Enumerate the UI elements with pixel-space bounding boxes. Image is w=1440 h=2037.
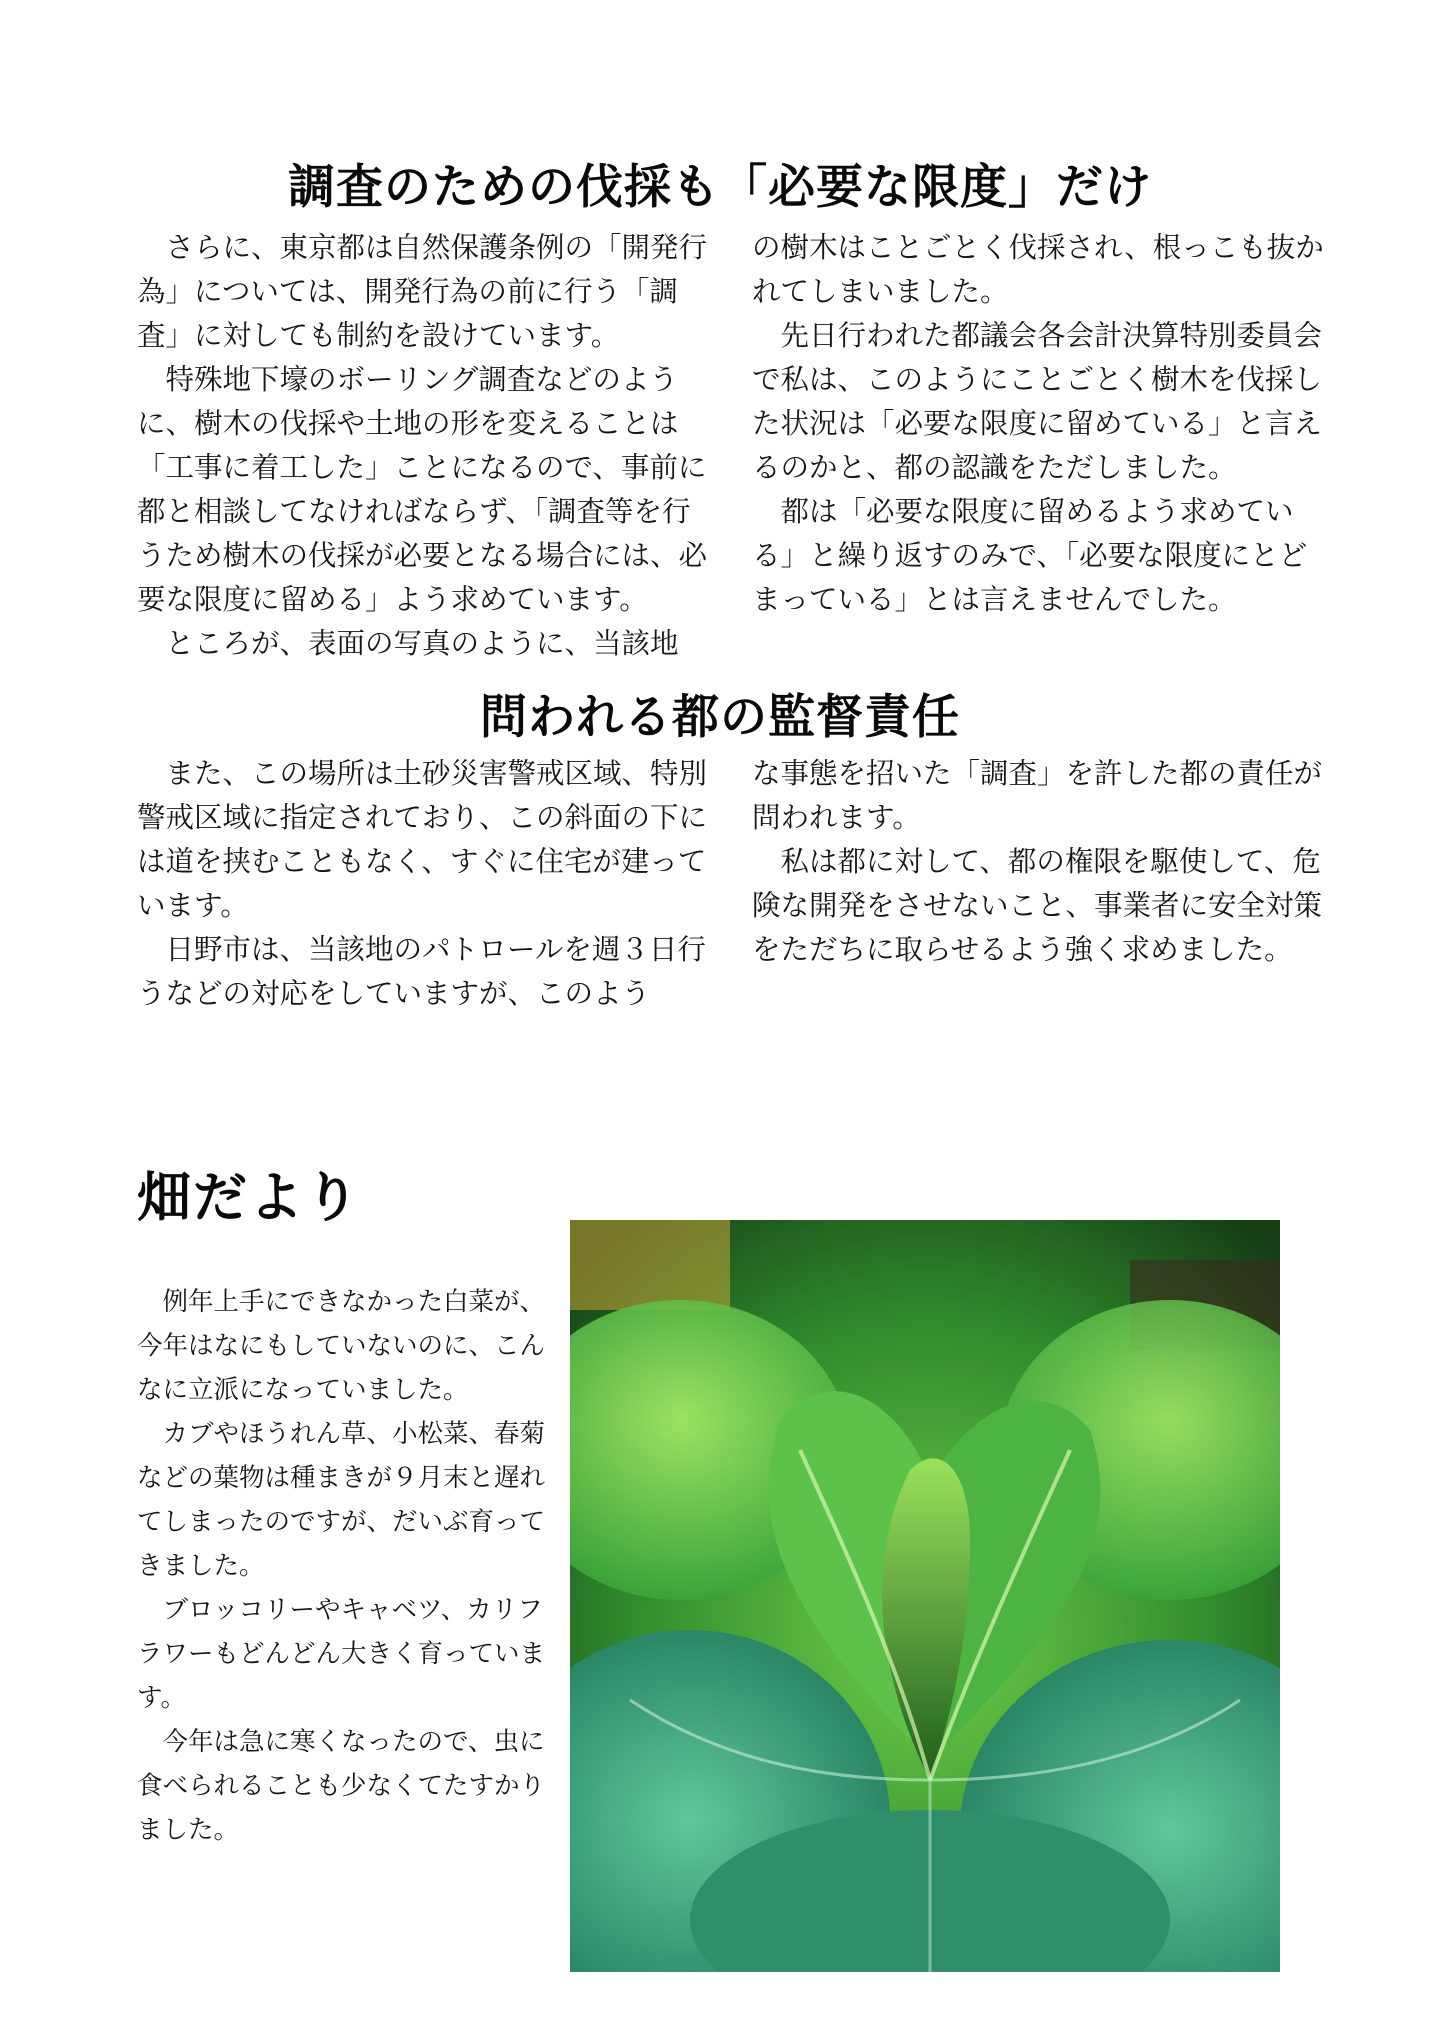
section2-right-column <box>752 752 1332 972</box>
paragraph: 特殊地下壕のボーリング調査などのように、樹木の伐採や土地の形を変えることは「工事に着工した」ことになるので、事前に都と相談してなければならず、「調査等を行うため樹木の伐採が必要となる場合には、必要な限度に留める」よう求めています。 <box>137 363 708 616</box>
paragraph: また、この場所は土砂災害警戒区域、特別警戒区域に指定されており、この斜面の下には道を挟むこともなく、すぐに住宅が建っています。 <box>137 757 708 922</box>
paragraph: 私は都に対して、都の権限を駆使して、危険な開発をさせないこと、事業者に安全対策をただちに取らせるよう強く求めました。 <box>752 845 1323 966</box>
paragraph-continuation: な事態を招いた「調査」を許した都の責任が問われます。 <box>752 757 1323 834</box>
section1-left-column <box>137 226 717 666</box>
paragraph: ところが、表面の写真のように、当該地 <box>165 627 679 660</box>
field-news-text <box>137 1280 547 1852</box>
section-title-field-news: 畑だより <box>137 1166 361 1229</box>
paragraph: 例年上手にできなかった白菜が、今年はなにもしていないのに、こんなに立派になっていました。 <box>137 1287 546 1405</box>
cabbage-photo <box>570 1220 1280 1972</box>
paragraph-continuation: の樹木はことごとく伐採され、根っこも抜かれてしまいました。 <box>752 231 1324 308</box>
paragraph: 都は「必要な限度に留めるよう求めている」と繰り返すのみで、「必要な限度にとどまっている」とは言えませんでした。 <box>752 495 1308 616</box>
section-title-survey-logging: 調査のための伐採も「必要な限度」だけ <box>288 160 1152 215</box>
section1-right-column <box>752 226 1332 622</box>
paragraph: 今年は急に寒くなったので、虫に食べられることも少なくてたすかりました。 <box>137 1727 546 1845</box>
paragraph: さらに、東京都は自然保護条例の「開発行為」については、開発行為の前に行う「調査」に対しても制約を設けています。 <box>137 231 708 352</box>
paragraph: ブロッコリーやキャベツ、カリフラワーもどんどん大きく育っています。 <box>137 1595 546 1713</box>
section2-left-column <box>137 752 717 1016</box>
paragraph: 先日行われた都議会各会計決算特別委員会で私は、このようにことごとく樹木を伐採した状況は「必要な限度に留めている」と言えるのかと、都の認識をただしました。 <box>752 319 1323 484</box>
section-title-supervision: 問われる都の監督責任 <box>480 690 960 745</box>
paragraph: 日野市は、当該地のパトロールを週３日行うなどの対応をしていますが、このよう <box>137 933 706 1010</box>
paragraph: カブやほうれん草、小松菜、春菊などの葉物は種まきが９月末と遅れてしまったのですが、だいぶ育ってきました。 <box>137 1419 546 1581</box>
cabbage-icon <box>570 1220 1280 1972</box>
